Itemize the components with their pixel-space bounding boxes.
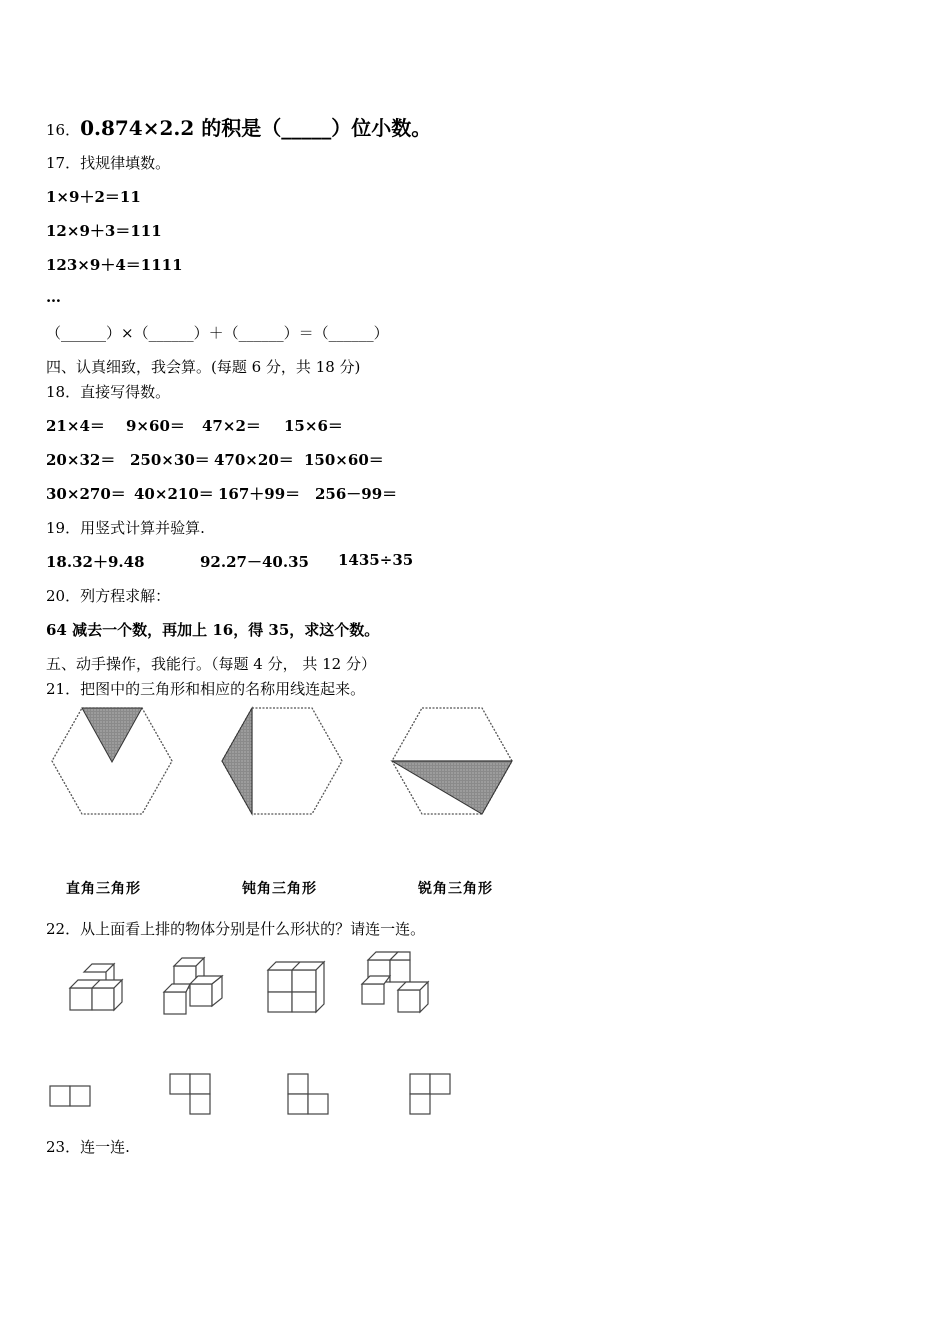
vertical-calc-item: 92.27－40.35 (200, 553, 309, 571)
question-number: 16． (46, 121, 81, 139)
hexagon-2 (222, 708, 342, 814)
cube-object-4 (362, 952, 428, 1012)
question-20-text: 64 减去一个数，再加上 16，得 35，求这个数。 (46, 621, 380, 639)
cube-object-2 (164, 958, 222, 1014)
hexagon-1 (52, 708, 172, 814)
top-view-2 (170, 1074, 210, 1114)
pattern-answer-blank: （______）×（______）＋（______）＝（______） (46, 324, 389, 342)
pattern-ellipsis: … (46, 288, 61, 306)
question-23-title: 23．连一连. (46, 1138, 130, 1156)
label-obtuse-triangle: 钝角三角形 (242, 881, 317, 897)
pattern-line-2: 12×9＋3＝111 (46, 222, 162, 240)
calc-item: 40×210＝ (134, 485, 214, 503)
pattern-line-1: 1×9＋2＝11 (46, 188, 141, 206)
section-5-heading: 五、动手操作，我能行。（每题 4 分， 共 12 分） (46, 655, 376, 673)
top-view-3 (288, 1074, 328, 1114)
calc-item: 150×60＝ (304, 451, 384, 469)
question-16-text: 0.874×2.2 的积是（_____）位小数。 (80, 116, 432, 140)
pattern-line-3: 123×9＋4＝1111 (46, 256, 183, 274)
calc-item: 250×30＝ (130, 451, 210, 469)
question-22-title: 22．从上面看上排的物体分别是什么形状的？请连一连。 (46, 920, 426, 938)
calc-item: 20×32＝ (46, 451, 116, 469)
label-right-triangle: 直角三角形 (66, 881, 141, 897)
vertical-calc-item: 18.32＋9.48 (46, 553, 145, 571)
top-view-1 (50, 1086, 90, 1106)
vertical-calc-item: 1435÷35 (338, 551, 414, 569)
question-18-title: 18．直接写得数。 (46, 383, 171, 401)
question-21-title: 21．把图中的三角形和相应的名称用线连起来。 (46, 680, 366, 698)
calc-item: 470×20＝ (214, 451, 294, 469)
label-acute-triangle: 锐角三角形 (418, 881, 493, 897)
cube-object-1 (70, 964, 122, 1010)
question-16 (46, 112, 431, 141)
question-20-title: 20．列方程求解： (46, 587, 171, 605)
calc-item: 15×6＝ (284, 417, 343, 435)
section-4-heading: 四、认真细致，我会算。(每题 6 分，共 18 分) (46, 358, 361, 376)
hexagon-3 (392, 708, 512, 814)
cube-figures (46, 950, 466, 1120)
cube-object-3 (268, 962, 324, 1012)
calc-item: 167＋99＝ (218, 485, 301, 503)
calc-item: 256－99＝ (315, 485, 398, 503)
hexagon-figures (46, 700, 526, 825)
calc-item: 21×4＝ (46, 417, 105, 435)
question-17-title: 17．找规律填数。 (46, 154, 171, 172)
top-view-4 (410, 1074, 450, 1114)
calc-item: 30×270＝ (46, 485, 126, 503)
calc-item: 9×60＝ (126, 417, 185, 435)
calc-item: 47×2＝ (202, 417, 261, 435)
question-19-title: 19．用竖式计算并验算. (46, 519, 205, 537)
